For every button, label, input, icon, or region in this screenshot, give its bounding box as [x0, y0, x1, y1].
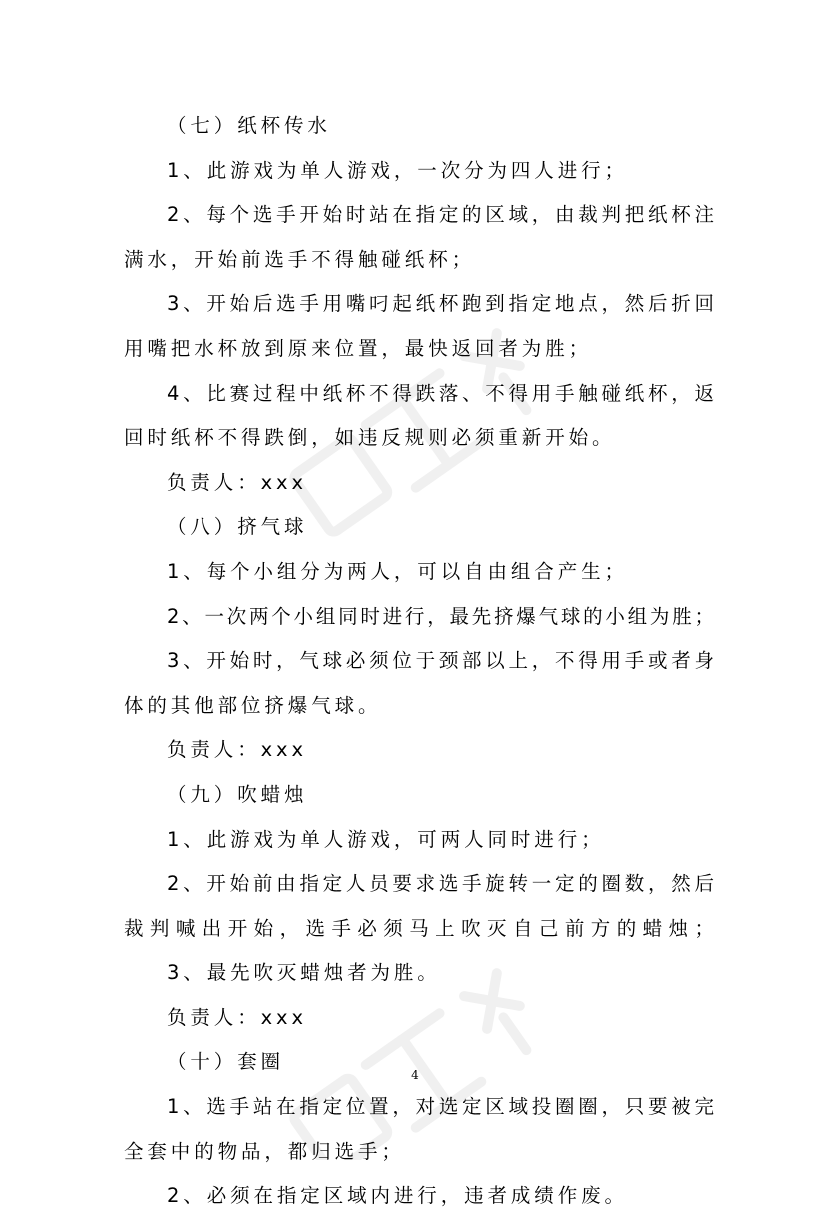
text-line: 用嘴把水杯放到原来位置，最快返回者为胜；	[124, 336, 593, 360]
responsible-person-line: 负责人：xxx	[167, 470, 307, 494]
text-line: 2、一次两个小组同时进行，最先挤爆气球的小组为胜；	[167, 604, 714, 628]
text-line: 3、开始后选手用嘴叼起纸杯跑到指定地点，然后折回	[167, 292, 714, 316]
text-line: 满水，开始前选手不得触碰纸杯；	[124, 247, 476, 271]
text-line: 3、开始时，气球必须位于颈部以上，不得用手或者身	[167, 649, 714, 673]
text-line: 全套中的物品，都归选手；	[124, 1139, 405, 1163]
text-line: 2、开始前由指定人员要求选手旋转一定的圈数，然后	[167, 872, 714, 896]
responsible-person-line: 负责人：xxx	[167, 1005, 307, 1029]
text-line: 回时纸杯不得跌倒，如违反规则必须重新开始。	[124, 426, 616, 450]
text-line: 2、必须在指定区域内进行，违者成绩作废。	[167, 1184, 628, 1208]
section-heading-7: （七）纸杯传水	[167, 114, 331, 137]
responsible-person-line: 负责人：xxx	[167, 738, 307, 762]
page-number: 4	[411, 1068, 419, 1082]
section-heading-9: （九）吹蜡烛	[167, 782, 308, 806]
text-line: 1、此游戏为单人游戏，可两人同时进行；	[167, 827, 605, 851]
text-line: 3、最先吹灭蜡烛者为胜。	[167, 961, 441, 985]
document-body	[124, 104, 714, 1219]
text-line: 4、比赛过程中纸杯不得跌落、不得用手触碰纸杯，返	[167, 381, 714, 405]
text-line: 1、选手站在指定位置，对选定区域投圈圈，只要被完	[167, 1095, 714, 1119]
section-heading-10: （十）套圈	[167, 1050, 285, 1074]
text-line: 体的其他部位挤爆气球。	[124, 693, 382, 717]
text-line: 1、此游戏为单人游戏，一次分为四人进行；	[167, 158, 628, 182]
text-line: 裁判喊出开始，选手必须马上吹灭自己前方的蜡烛；	[124, 916, 714, 940]
text-line: 2、每个选手开始时站在指定的区域，由裁判把纸杯注	[167, 203, 714, 227]
section-heading-8: （八）挤气球	[167, 515, 308, 539]
text-line: 1、每个小组分为两人，可以自由组合产生；	[167, 559, 628, 583]
